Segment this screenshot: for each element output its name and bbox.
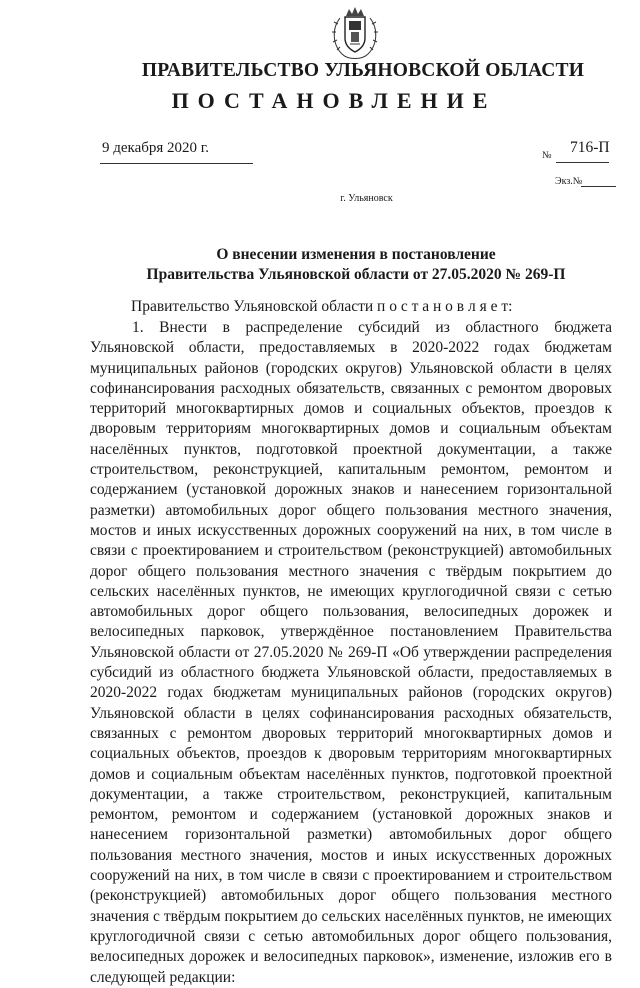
copy-number-underline [581, 186, 616, 187]
coat-of-arms-icon [326, 6, 384, 62]
coat-of-arms-emblem [326, 6, 384, 62]
document-title [0, 245, 640, 285]
document-title-line-2: Правительства Ульяновской области от 27.05.2020 № 269-П [146, 266, 566, 283]
document-title-line-1: О внесении изменения в постановление [216, 246, 496, 263]
copy-number-label: Экз.№ [555, 176, 583, 187]
city-name: г. Ульяновск [340, 193, 393, 204]
document-type-title: ПОСТАНОВЛЕНИЕ [171, 88, 497, 113]
preamble: Правительство Ульяновской области п о с т а н о в л я е т: [131, 298, 513, 315]
paragraph-1: 1. Внести в распределение субсидий из областного бюджета Ульяновской области, предоставляемых в 2020-2022 годах бюджетам муниципальных районов (городских округов) Ульяновской области в целях софинансирования расходных обязательств, связанных с ремонтом дворовых территорий многоквартирных домов и социальных объектов, проездов к дворовым территориям многоквартирных домов и социальным объектам населённых пунктов, подготовкой проектной документации, а также строительством, реконструкцией, капитальным ремонтом, ремонтом и содержанием (установкой дорожных знаков и нанесением горизонтальной разметки) автомобильных дорог общего пользования местного значения, мостов и иных искусственных дорожных сооружений на них, в том числе в связи с проектированием и строительством (реконструкцией) автомобильных дорог общего пользования местного значения с твёрдым покрытием до сельских населённых пунктов, не имеющих круглогодичной связи с сетью автомобильных дорог общего пользования, велосипедных дорожек и велосипедных парковок, утверждённое постановлением Правительства Ульяновской области от 27.05.2020 № 269-П «Об утверждении распределения субсидий из областного бюджета Ульяновской области, предоставляемых в 2020-2022 годах бюджетам муниципальных районов (городских округов) Ульяновской области в целях софинансирования расходных обязательств, связанных с ремонтом дворовых территорий многоквартирных домов и социальных объектов, проездов к дворовым территориям многоквартирных домов и социальным объектам населённых пунктов, подготовкой проектной документации, а также строительством, реконструкцией, капитальным ремонтом, ремонтом и содержанием (установкой дорожных знаков и нанесением горизонтальной разметки) автомобильных дорог общего пользования местного значения, мостов и иных искусственных дорожных сооружений на них, в том числе в связи с проектированием и строительством (реконструкцией) автомобильных дорог общего пользования местного значения с твёрдым покрытием до сельских населённых пунктов, не имеющих круглогодичной связи с сетью автомобильных дорог общего пользования, велосипедных дорожек и велосипедных парковок», изменение, изложив его в следующей редакции: [90, 319, 612, 986]
organization-title: ПРАВИТЕЛЬСТВО УЛЬЯНОВСКОЙ ОБЛАСТИ [141, 60, 585, 81]
number-underline [556, 162, 609, 163]
document-number: 716-П [570, 139, 610, 156]
date-underline [100, 163, 253, 164]
document-date: 9 декабря 2020 г. [102, 140, 209, 156]
number-sign: № [542, 150, 552, 161]
